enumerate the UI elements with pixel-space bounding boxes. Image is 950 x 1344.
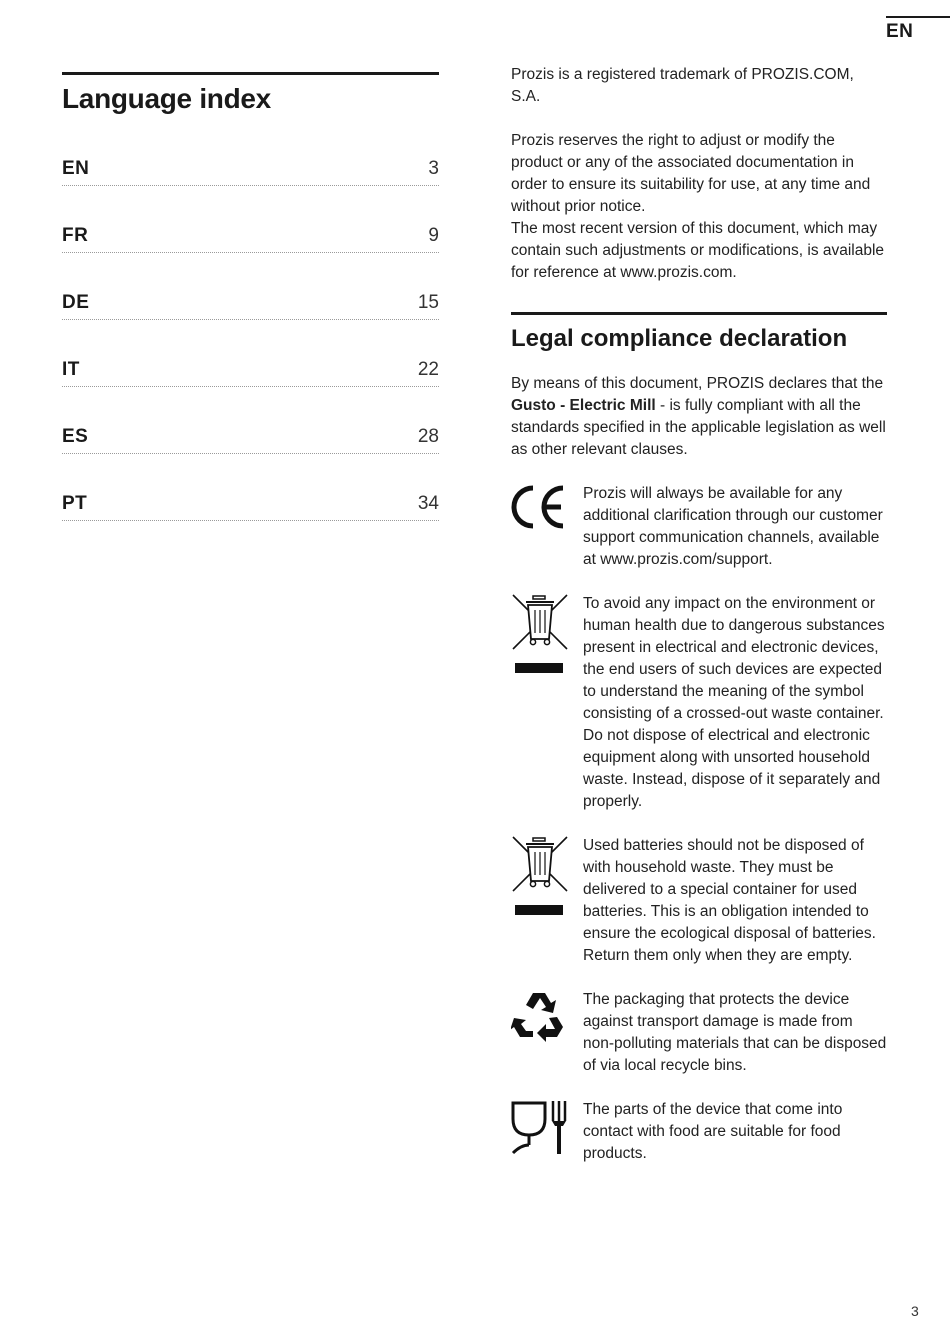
index-page: 28 [417, 426, 439, 447]
compliance-declaration [511, 373, 887, 461]
symbol-item-recycle [511, 989, 887, 1077]
index-code: DE [62, 292, 90, 313]
index-code: PT [62, 493, 88, 514]
recycle-text: The packaging that protects the device against transport damage is made from non-polluting materials that can be disposed of via local recycle bins. [583, 991, 887, 1074]
page-number: 3 [911, 1303, 919, 1319]
index-page: 34 [417, 493, 439, 514]
battery-bin-icon [511, 835, 583, 922]
symbol-item-food [511, 1099, 887, 1165]
index-page: 22 [417, 359, 439, 380]
index-code: ES [62, 426, 89, 447]
legal-title: Legal compliance declaration [511, 325, 848, 352]
battery-return-text: Return them only when they are empty. [583, 947, 853, 964]
battery-text: Used batteries should not be disposed of with household waste. They must be delivered to a special container for used batteries. This is an obligation intended to ensure the ecological disposal of batteries. [583, 837, 876, 942]
product-name: Gusto - Electric Mill [511, 397, 656, 414]
modification-notice: Prozis reserves the right to adjust or modify the product or any of the associated documentation in order to ensure its suitability for use, at any time and without prior notice. [511, 132, 871, 215]
trademark-notice: Prozis is a registered trademark of PROZIS.COM, S.A. [511, 66, 854, 105]
index-row-de[interactable] [62, 290, 439, 320]
index-code: IT [62, 359, 80, 380]
language-index [62, 72, 439, 521]
legal-column [511, 64, 887, 1165]
language-tab [886, 16, 950, 43]
symbol-item-battery [511, 835, 887, 967]
decl-post: - is fully compliant with all the standards specified in the applicable legislation as well as other relevant clauses. [511, 397, 886, 458]
index-row-it[interactable] [62, 357, 439, 387]
index-page: 9 [428, 225, 439, 246]
index-title: Language index [62, 83, 271, 114]
index-row-en[interactable] [62, 156, 439, 186]
weee-bin-icon [511, 593, 583, 680]
index-row-fr[interactable] [62, 223, 439, 253]
legal-top-rule [511, 312, 887, 315]
index-row-pt[interactable] [62, 491, 439, 521]
index-code: EN [62, 158, 90, 179]
latest-version-notice: The most recent version of this document, which may contain such adjustments or modifications, is available for reference at www.prozis.com. [511, 220, 885, 281]
index-page: 3 [428, 158, 439, 179]
ce-mark-icon [511, 483, 583, 536]
food-safe-icon [511, 1099, 583, 1160]
index-row-es[interactable] [62, 424, 439, 454]
ce-text: Prozis will always be available for any additional clarification through our customer support communication channels, available at www.prozis.com/support. [583, 485, 883, 568]
symbol-item-ce [511, 483, 887, 571]
symbol-item-weee [511, 593, 887, 813]
food-text: The parts of the device that come into contact with food are suitable for food products. [583, 1101, 843, 1162]
index-page: 15 [417, 292, 439, 313]
decl-pre: By means of this document, PROZIS declares that the [511, 375, 884, 392]
weee-text: To avoid any impact on the environment or human health due to dangerous substances present in electrical and electronic devices, the end users of such devices are expected to understand the meaning of the symbol consisting of a crossed-out waste container. Do not dispose of electrical and electronic equipment along with unsorted household waste. Instead, dispose of it separately and properly. [583, 595, 885, 810]
index-code: FR [62, 225, 89, 246]
index-top-rule [62, 72, 439, 75]
recycle-icon [511, 989, 583, 1048]
language-tab-label: EN [886, 21, 914, 42]
